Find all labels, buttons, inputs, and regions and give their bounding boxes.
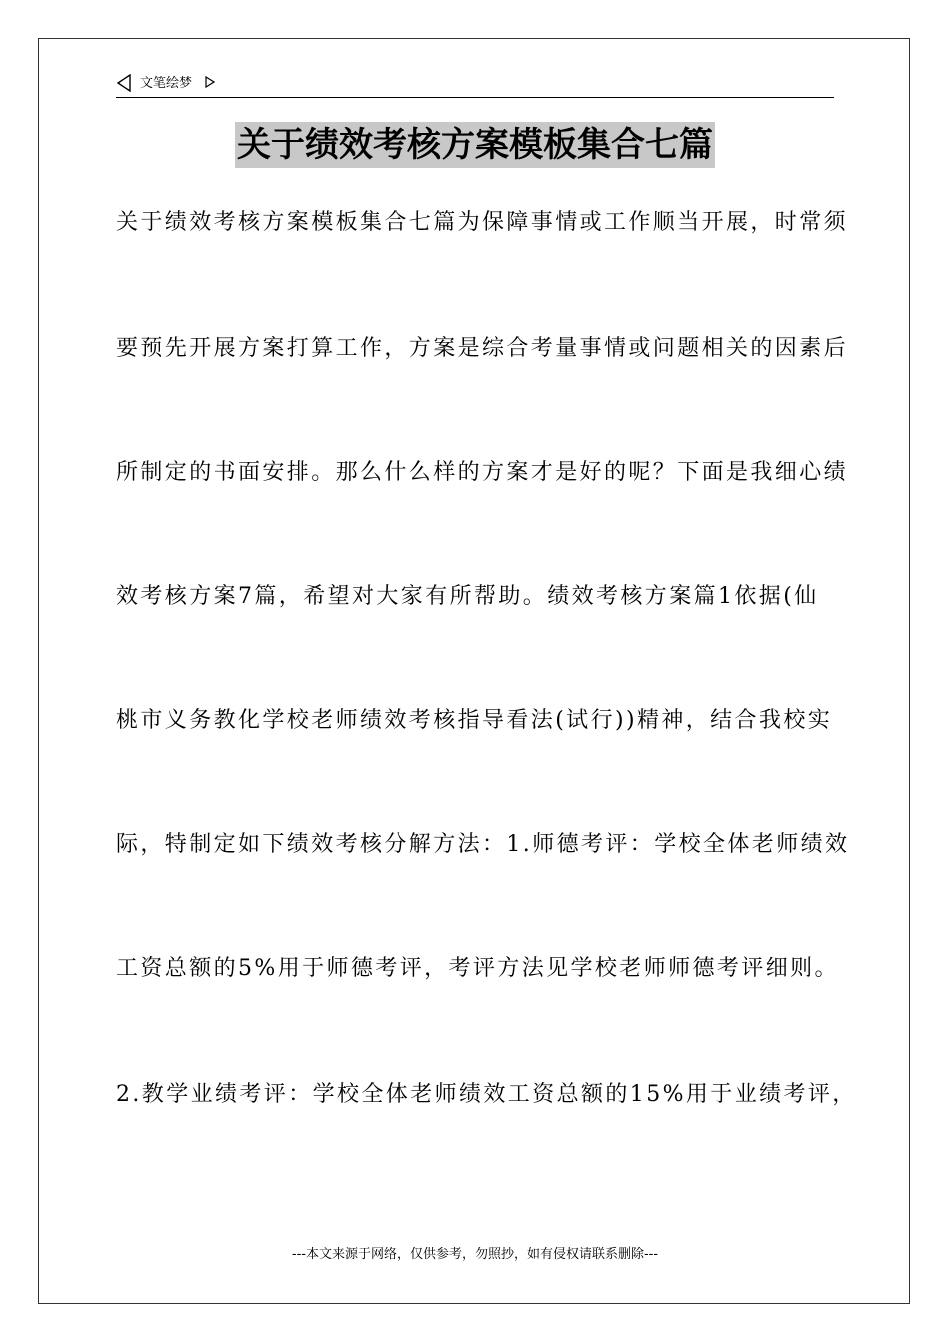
- body-line: 要预先开展方案打算工作，方案是综合考量事情或问题相关的因素后: [116, 336, 849, 361]
- document-title: 关于绩效考核方案模板集合七篇: [235, 122, 715, 168]
- triangle-left-icon: [116, 74, 132, 92]
- brand-text: 文笔绘梦: [140, 76, 193, 91]
- body-line: 效考核方案7篇，希望对大家有所帮助。绩效考核方案篇1依据(仙: [116, 584, 819, 609]
- body-line: 桃市义务教化学校老师绩效考核指导看法(试行))精神，结合我校实: [116, 708, 833, 733]
- body-line: 际，特制定如下绩效考核分解方法：1.师德考评：学校全体老师绩效: [116, 832, 850, 857]
- body-line: 2.教学业绩考评：学校全体老师绩效工资总额的15%用于业绩考评，: [116, 1082, 857, 1107]
- body-line: 关于绩效考核方案模板集合七篇为保障事情或工作顺当开展，时常须: [116, 210, 849, 235]
- footer-disclaimer: ---本文来源于网络，仅供参考，勿照抄，如有侵权请联系删除---: [291, 1247, 659, 1262]
- body-line: 所制定的书面安排。那么什么样的方案才是好的呢？下面是我细心绩: [116, 460, 849, 485]
- page-header: [116, 72, 834, 98]
- body-line: 工资总额的5%用于师德考评，考评方法见学校老师师德考评细则。: [116, 956, 839, 981]
- title-container: [0, 122, 950, 168]
- triangle-right-icon: [205, 76, 215, 88]
